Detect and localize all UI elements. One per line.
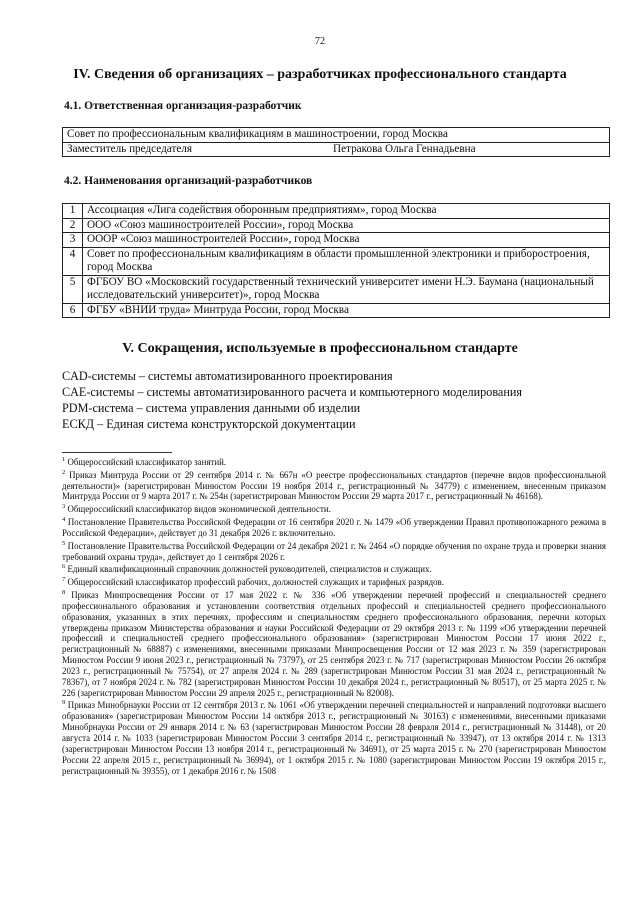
developer-name: Ассоциация «Лига содействия оборонным предприятиям», город Москва bbox=[83, 204, 610, 219]
footnote-number: 7 bbox=[62, 576, 66, 584]
footnote bbox=[62, 515, 606, 539]
subsection-4-1-title: 4.1. Ответственная организация-разработчик bbox=[64, 100, 302, 112]
developer-row bbox=[63, 204, 610, 219]
abbreviation-item: PDM-система – система управления данными об изделии bbox=[62, 401, 361, 415]
responsible-org-row bbox=[63, 128, 610, 143]
footnote-number: 4 bbox=[62, 516, 66, 524]
developer-number: 4 bbox=[63, 247, 83, 275]
footnote-text: Общероссийский классификатор профессий рабочих, должностей служащих и тарифных разрядов. bbox=[67, 577, 444, 588]
abbreviation-item: CAE-системы – системы автоматизированного расчета и компьютерного моделирования bbox=[62, 385, 522, 399]
responsible-position: Заместитель председателя bbox=[63, 142, 330, 157]
page-number: 72 bbox=[315, 36, 325, 47]
footnote bbox=[62, 575, 606, 588]
footnotes bbox=[62, 455, 606, 776]
responsible-person-row bbox=[63, 142, 610, 157]
abbreviation-item: ЕСКД – Единая система конструкторской документации bbox=[62, 417, 356, 431]
footnote-text: Общероссийский классификатор видов экономической деятельности. bbox=[67, 504, 331, 515]
developer-name: ООО «Союз машиностроителей России», город Москва bbox=[83, 218, 610, 233]
developer-row bbox=[63, 233, 610, 248]
footnote bbox=[62, 468, 606, 503]
footnote-number: 2 bbox=[62, 468, 66, 476]
developer-row bbox=[63, 247, 610, 275]
footnote-text: Приказ Минтруда России от 29 сентября 2014 г. № 667н «О реестре профессиональных стандартов (перечне видов профессиональной деятельности)» (зарегистрирован Минюстом России 19 ноября 2014 г., регистрационный № 34779) с изменением, внесенным приказом Минтруда России от 9 марта 2017 г. № 254н (зарегистрирован Минюстом России 29 марта 2017 г., регистрационный № 46168). bbox=[62, 469, 606, 502]
footnote-text: Приказ Минпросвещения России от 17 мая 2022 г. № 336 «Об утверждении перечней профессий и специальностей среднего профессионального образования и установлении соответствия отдельных профессий и специальностей среднего профессионального образования, указанных в этих перечнях, профессиям и специальностям среднего профессионального образования, перечни которых утверждены приказом Министерства образования и науки Российской Федерации от 29 октября 2013 г. № 1199 «Об утверждении перечней профессий и специальностей среднего профессионального образования» (зарегистрирован Минюстом России 17 июня 2022 г., регистрационный № 68887) с изменениями, внесенными приказами Минпросвещения России от 12 мая 2023 г. № 359 (зарегистрирован Минюстом России 9 июня 2023 г., регистрационный № 73797), от 25 сентября 2023 г. № 717 (зарегистрирован Минюстом России 26 октября 2023 г., регистрационный № 75754), от 27 апреля 2024 г. № 289 (зарегистрирован Минюстом России 31 мая 2024 г., регистрационный № 78367), от 7 ноября 2024 г. № 782 (зарегистрирован Минюстом России 10 декабря 2024 г., регистрационный № 80517), от 25 марта 2025 г. № 226 (зарегистрирован Минюстом России 29 апреля 2025 г., регистрационный № 82008). bbox=[62, 590, 607, 698]
developer-number: 2 bbox=[63, 218, 83, 233]
developer-number: 3 bbox=[63, 233, 83, 248]
footnote bbox=[62, 698, 606, 776]
footnote bbox=[62, 562, 606, 575]
responsible-person: Петракова Ольга Геннадьевна bbox=[329, 142, 610, 157]
footnote-number: 5 bbox=[62, 539, 66, 547]
abbreviation-item: CAD-системы – системы автоматизированного проектирования bbox=[62, 369, 393, 383]
developer-number: 1 bbox=[63, 204, 83, 219]
footnote-number: 9 bbox=[62, 699, 66, 707]
footnote bbox=[62, 502, 606, 515]
developers-table bbox=[62, 203, 610, 318]
footnote-text: Общероссийский классификатор занятий. bbox=[67, 456, 227, 467]
footnote bbox=[62, 455, 606, 468]
responsible-org-name: Совет по профессиональным квалификациям в машиностроении, город Москва bbox=[63, 128, 610, 143]
footnote-separator bbox=[62, 452, 172, 453]
developer-name: ФГБОУ ВО «Московский государственный технический университет имени Н.Э. Баумана (национальный исследовательский университет)», город Москва bbox=[83, 275, 610, 303]
footnote bbox=[62, 588, 606, 698]
developer-name: ФГБУ «ВНИИ труда» Минтруда России, город Москва bbox=[83, 303, 610, 318]
footnote-text: Приказ Минобрнауки России от 12 сентября 2013 г. № 1061 «Об утверждении перечней специальностей и направлений подготовки высшего образования» (зарегистрирован Минюстом России 14 октября 2013 г., регистрационный № 30163) с изменениями, внесенными приказами Минобрнауки России от 29 января 2014 г. № 63 (зарегистрирован Минюстом России 28 февраля 2014 г., регистрационный № 31448), от 20 августа 2014 г. № 1033 (зарегистрирован Минюстом России 3 сентября 2014 г., регистрационный № 33947), от 13 октября 2014 г. № 1313 (зарегистрирован Минюстом России 13 ноября 2014 г., регистрационный № 34691), от 25 марта 2015 г. № 270 (зарегистрирован Минюстом России 22 апреля 2015 г., регистрационный № 36994), от 1 октября 2015 г. № 1080 (зарегистрирован Минюстом России 19 октября 2015 г., регистрационный № 39355), от 1 декабря 2016 г. № 1508 bbox=[62, 700, 607, 776]
section-5-title: V. Сокращения, используемые в профессиональном стандарте bbox=[122, 341, 518, 356]
developer-row bbox=[63, 218, 610, 233]
developer-name: Совет по профессиональным квалификациям в области промышленной электроники и приборостроения, город Москва bbox=[83, 247, 610, 275]
footnote-number: 6 bbox=[62, 563, 66, 571]
developer-number: 5 bbox=[63, 275, 83, 303]
footnote-number: 8 bbox=[62, 589, 66, 597]
footnote-number: 1 bbox=[62, 456, 66, 463]
footnote bbox=[62, 539, 606, 563]
developer-row bbox=[63, 275, 610, 303]
developer-row bbox=[63, 303, 610, 318]
developer-number: 6 bbox=[63, 303, 83, 318]
footnote-text: Единый квалификационный справочник должностей руководителей, специалистов и служащих. bbox=[67, 564, 432, 575]
subsection-4-2-title: 4.2. Наименования организаций-разработчиков bbox=[64, 175, 313, 187]
footnote-number: 3 bbox=[62, 503, 66, 511]
footnote-text: Постановление Правительства Российской Федерации от 16 сентября 2020 г. № 1479 «Об утверждении Правил противопожарного режима в Российской Федерации», действует до 31 декабря 2026 г. включительно. bbox=[62, 517, 607, 538]
footnote-text: Постановление Правительства Российской Федерации от 24 декабря 2021 г. № 2464 «О порядке обучения по охране труда и проверки знания требований охраны труда», действует до 1 сентября 2026 г. bbox=[62, 540, 607, 562]
developer-name: ОООР «Союз машиностроителей России», город Москва bbox=[83, 233, 610, 248]
section-4-title: IV. Сведения об организациях – разработчиках профессионального стандарта bbox=[73, 67, 567, 82]
responsible-org-table bbox=[62, 127, 610, 157]
